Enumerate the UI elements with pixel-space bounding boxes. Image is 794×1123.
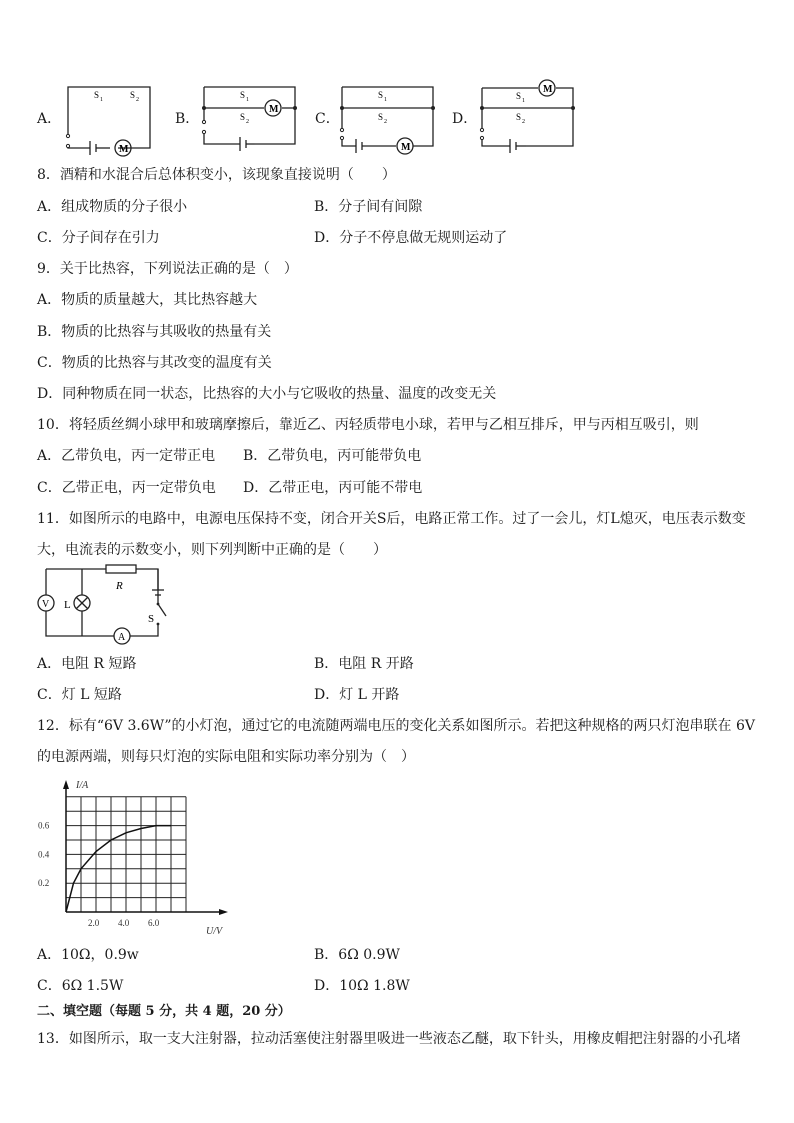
svg-text:S: S [240,112,246,122]
svg-text:S: S [516,91,522,101]
svg-text:S: S [240,90,246,100]
q10-option-c: C．乙带正电，丙一定带负电 [37,480,216,496]
circuit-diagram-d [478,80,578,160]
q11-stem-line2: 大，电流表的示数变小，则下列判断中正确的是（ ） [37,542,387,558]
q11-option-c: C．灯 L 短路 [37,687,122,703]
svg-text:S: S [148,613,155,625]
q12-stem-line2: 的电源两端，则每只灯泡的实际电阻和实际功率分别为（ ） [37,749,415,765]
x-tick-label: 4.0 [118,918,130,928]
q10-option-d: D．乙带正电，丙可能不带电 [243,480,423,496]
q11-option-b: B．电阻 R 开路 [314,656,414,672]
q9-option-c: C．物质的比热容与其改变的温度有关 [37,355,272,371]
resistor-r [106,565,136,573]
q8-option-b: B．分子间有间隙 [314,199,423,215]
svg-text:S: S [378,90,384,100]
chart-y-label: I/A [76,780,89,791]
q8-option-d: D．分子不停息做无规则运动了 [314,230,508,246]
q10-option-a: A．乙带负电，丙一定带正电 [37,448,216,464]
y-tick-label: 0.2 [38,878,50,889]
option-c-label: C． [315,111,340,127]
circuit-diagram-b [200,82,300,162]
circuit-diagram-a [60,82,160,162]
svg-text:1: 1 [384,97,387,103]
q12-stem-line1: 12．标有“6V 3.6W”的小灯泡，通过它的电流随两端电压的变化关系如图所示。若把这种规格的两只灯泡串联在 6V [37,718,755,734]
chart-grid [66,797,186,912]
q12-option-b: B．6Ω 0.9W [314,947,400,963]
q8-stem: 8．酒精和水混合后总体积变小，该现象直接说明（ ） [37,167,396,183]
svg-text:V: V [42,599,50,610]
svg-text:S: S [130,90,136,100]
svg-text:M: M [543,84,553,95]
svg-text:1: 1 [100,97,103,103]
iu-chart [30,778,230,938]
y-tick-label: 0.4 [38,849,50,860]
q9-option-b: B．物质的比热容与其吸收的热量有关 [37,324,272,340]
chart-axes [63,780,228,915]
svg-text:R: R [116,580,123,592]
q11-option-a: A．电阻 R 短路 [37,656,137,672]
y-tick-label: 0.6 [38,820,50,831]
q9-option-d: D．同种物质在同一状态，比热容的大小与它吸收的热量、温度的改变无关 [37,386,497,402]
motor-label: M [119,144,129,155]
q9-option-a: A．物质的质量越大，其比热容越大 [37,292,258,308]
q10-stem: 10．将轻质丝绸小球甲和玻璃摩擦后，靠近乙、丙轻质带电小球，若甲与乙相互排斥，甲与丙相互吸引，则 [37,417,699,433]
q11-option-d: D．灯 L 开路 [314,687,400,703]
q10-option-b: B．乙带负电，丙可能带负电 [243,448,422,464]
svg-text:M: M [401,142,411,153]
circuit-diagram-c [338,82,438,162]
svg-text:2: 2 [136,97,139,103]
q12-option-d: D．10Ω 1.8W [314,978,410,994]
svg-text:1: 1 [522,98,525,104]
x-tick-label: 2.0 [88,918,100,928]
svg-text:2: 2 [246,119,249,125]
option-b-label: B． [175,111,200,127]
q13-stem: 13．如图所示，取一支大注射器，拉动活塞使注射器里吸进一些液态乙醚，取下针头，用橡皮帽把注射器的小孔堵 [37,1031,741,1047]
q12-option-c: C．6Ω 1.5W [37,978,124,994]
q11-circuit-diagram [34,564,174,646]
y-axis-arrow [63,780,69,789]
svg-text:S: S [516,112,522,122]
q8-option-a: A．组成物质的分子很小 [37,199,188,215]
svg-text:A: A [118,632,126,643]
svg-text:S: S [378,112,384,122]
section-2-heading: 二、填空题（每题 5 分，共 4 题，20 分） [37,1004,291,1019]
svg-text:2: 2 [384,119,387,125]
option-a-label: A． [37,111,62,127]
q11-stem-line1: 11．如图所示的电路中，电源电压保持不变，闭合开关S后，电路正常工作。过了一会儿，灯L熄灭，电压表示数变 [37,511,746,527]
x-axis-arrow [219,909,228,915]
svg-text:S: S [94,90,100,100]
svg-text:M: M [269,104,279,115]
svg-text:1: 1 [246,97,249,103]
svg-text:L: L [64,599,71,611]
chart-x-label: U/V [206,926,223,937]
svg-text:2: 2 [522,119,525,125]
q9-stem: 9．关于比热容，下列说法正确的是（ ） [37,261,298,277]
q12-option-a: A．10Ω，0.9w [37,947,139,963]
q8-option-c: C．分子间存在引力 [37,230,160,246]
option-d-label: D． [452,111,478,127]
x-tick-label: 6.0 [148,918,160,928]
